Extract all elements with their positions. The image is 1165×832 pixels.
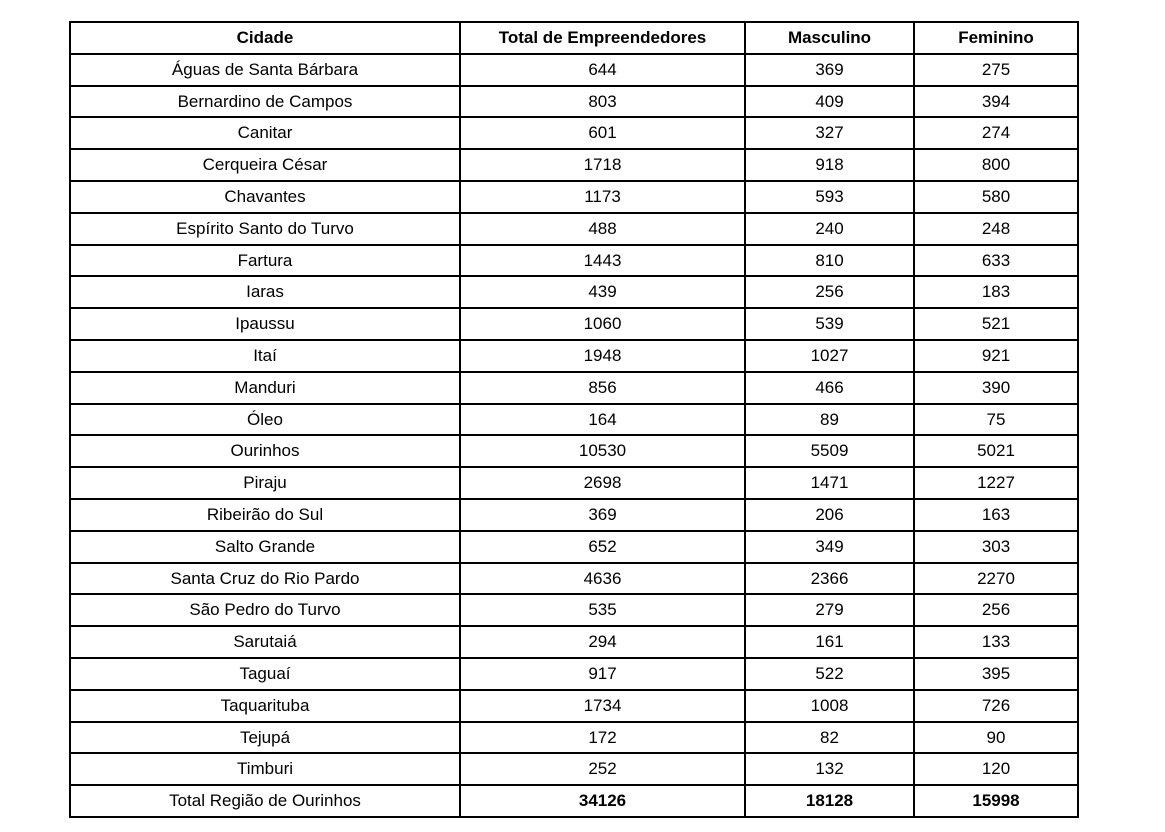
table-row xyxy=(70,276,1078,308)
table-row xyxy=(70,86,1078,118)
city-cell: Águas de Santa Bárbara xyxy=(70,54,460,86)
table-row xyxy=(70,531,1078,563)
table-row xyxy=(70,658,1078,690)
total-empreendedores-cell: 1060 xyxy=(460,308,745,340)
masculino-cell: 466 xyxy=(745,372,914,404)
feminino-cell: 5021 xyxy=(914,435,1078,467)
table-footer xyxy=(70,785,1078,817)
total-empreendedores-cell: 644 xyxy=(460,54,745,86)
masculino-cell: 256 xyxy=(745,276,914,308)
masculino-cell: 1471 xyxy=(745,467,914,499)
city-cell: Ribeirão do Sul xyxy=(70,499,460,531)
city-cell: Fartura xyxy=(70,245,460,277)
masculino-cell: 918 xyxy=(745,149,914,181)
feminino-cell: 521 xyxy=(914,308,1078,340)
masculino-cell: 132 xyxy=(745,753,914,785)
total-empreendedores-cell: 294 xyxy=(460,626,745,658)
total-empreendedores-cell: 164 xyxy=(460,404,745,436)
column-header-masculino: Masculino xyxy=(745,22,914,54)
city-cell: Tejupá xyxy=(70,722,460,754)
total-empreendedores-cell: 439 xyxy=(460,276,745,308)
total-empreendedores-cell: 652 xyxy=(460,531,745,563)
feminino-cell: 274 xyxy=(914,117,1078,149)
total-empreendedores-cell: 2698 xyxy=(460,467,745,499)
total-empreendedores-cell: 856 xyxy=(460,372,745,404)
masculino-cell: 349 xyxy=(745,531,914,563)
masculino-cell: 539 xyxy=(745,308,914,340)
city-cell: Salto Grande xyxy=(70,531,460,563)
table-row xyxy=(70,753,1078,785)
feminino-cell: 133 xyxy=(914,626,1078,658)
masculino-cell: 2366 xyxy=(745,563,914,595)
column-header-total-empreendedores: Total de Empreendedores xyxy=(460,22,745,54)
masculino-cell: 409 xyxy=(745,86,914,118)
total-empreendedores-cell: 1948 xyxy=(460,340,745,372)
feminino-cell: 1227 xyxy=(914,467,1078,499)
table-row xyxy=(70,149,1078,181)
table-row xyxy=(70,308,1078,340)
table-row xyxy=(70,594,1078,626)
table-row xyxy=(70,690,1078,722)
feminino-cell: 726 xyxy=(914,690,1078,722)
total-empreendedores-cell: 917 xyxy=(460,658,745,690)
city-cell: Ipaussu xyxy=(70,308,460,340)
masculino-cell: 522 xyxy=(745,658,914,690)
feminino-cell: 921 xyxy=(914,340,1078,372)
city-cell: Sarutaiá xyxy=(70,626,460,658)
total-empreendedores-cell: 803 xyxy=(460,86,745,118)
feminino-cell: 2270 xyxy=(914,563,1078,595)
table-row xyxy=(70,499,1078,531)
city-cell: Canitar xyxy=(70,117,460,149)
total-empreendedores-cell: 369 xyxy=(460,499,745,531)
masculino-cell: 1008 xyxy=(745,690,914,722)
city-cell: Bernardino de Campos xyxy=(70,86,460,118)
total-empreendedores-cell: 535 xyxy=(460,594,745,626)
masculino-cell: 206 xyxy=(745,499,914,531)
city-cell: Itaí xyxy=(70,340,460,372)
city-cell: Taquarituba xyxy=(70,690,460,722)
feminino-cell: 395 xyxy=(914,658,1078,690)
total-empreendedores-cell: 172 xyxy=(460,722,745,754)
table-row xyxy=(70,467,1078,499)
column-header-cidade: Cidade xyxy=(70,22,460,54)
table-row xyxy=(70,722,1078,754)
masculino-cell: 5509 xyxy=(745,435,914,467)
total-empreendedores-cell: 252 xyxy=(460,753,745,785)
city-cell: São Pedro do Turvo xyxy=(70,594,460,626)
header-row xyxy=(70,22,1078,54)
feminino-cell: 303 xyxy=(914,531,1078,563)
table-row xyxy=(70,563,1078,595)
city-cell: Piraju xyxy=(70,467,460,499)
city-cell: Chavantes xyxy=(70,181,460,213)
city-cell: Taguaí xyxy=(70,658,460,690)
city-cell: Santa Cruz do Rio Pardo xyxy=(70,563,460,595)
feminino-cell: 390 xyxy=(914,372,1078,404)
total-empreendedores-cell: 1173 xyxy=(460,181,745,213)
masculino-cell: 240 xyxy=(745,213,914,245)
city-cell: Óleo xyxy=(70,404,460,436)
empreendedores-por-cidade-table xyxy=(69,21,1079,818)
table-row xyxy=(70,372,1078,404)
total-feminino-cell: 15998 xyxy=(914,785,1078,817)
feminino-cell: 248 xyxy=(914,213,1078,245)
masculino-cell: 327 xyxy=(745,117,914,149)
total-empreendedores-cell: 1734 xyxy=(460,690,745,722)
city-cell: Ourinhos xyxy=(70,435,460,467)
feminino-cell: 394 xyxy=(914,86,1078,118)
feminino-cell: 580 xyxy=(914,181,1078,213)
total-empreendedores-cell: 1718 xyxy=(460,149,745,181)
table-row xyxy=(70,54,1078,86)
total-row xyxy=(70,785,1078,817)
feminino-cell: 275 xyxy=(914,54,1078,86)
total-empreendedores-cell: 488 xyxy=(460,213,745,245)
table-body xyxy=(70,54,1078,785)
table-row xyxy=(70,213,1078,245)
total-empreendedores-cell: 4636 xyxy=(460,563,745,595)
feminino-cell: 633 xyxy=(914,245,1078,277)
feminino-cell: 183 xyxy=(914,276,1078,308)
feminino-cell: 256 xyxy=(914,594,1078,626)
masculino-cell: 161 xyxy=(745,626,914,658)
total-empreendedores-cell: 601 xyxy=(460,117,745,149)
city-cell: Manduri xyxy=(70,372,460,404)
feminino-cell: 75 xyxy=(914,404,1078,436)
table-row xyxy=(70,181,1078,213)
feminino-cell: 90 xyxy=(914,722,1078,754)
masculino-cell: 369 xyxy=(745,54,914,86)
masculino-cell: 1027 xyxy=(745,340,914,372)
feminino-cell: 120 xyxy=(914,753,1078,785)
table-row xyxy=(70,245,1078,277)
table-row xyxy=(70,435,1078,467)
masculino-cell: 279 xyxy=(745,594,914,626)
table-row xyxy=(70,340,1078,372)
table-row xyxy=(70,626,1078,658)
feminino-cell: 800 xyxy=(914,149,1078,181)
city-cell: Espírito Santo do Turvo xyxy=(70,213,460,245)
column-header-feminino: Feminino xyxy=(914,22,1078,54)
city-cell: Iaras xyxy=(70,276,460,308)
table-header xyxy=(70,22,1078,54)
table-row xyxy=(70,117,1078,149)
total-empreendedores-cell: 1443 xyxy=(460,245,745,277)
masculino-cell: 89 xyxy=(745,404,914,436)
feminino-cell: 163 xyxy=(914,499,1078,531)
total-empreendedores-cell: 10530 xyxy=(460,435,745,467)
masculino-cell: 810 xyxy=(745,245,914,277)
total-total-empreendedores-cell: 34126 xyxy=(460,785,745,817)
total-label-cell: Total Região de Ourinhos xyxy=(70,785,460,817)
city-cell: Cerqueira César xyxy=(70,149,460,181)
city-cell: Timburi xyxy=(70,753,460,785)
table-row xyxy=(70,404,1078,436)
masculino-cell: 82 xyxy=(745,722,914,754)
total-masculino-cell: 18128 xyxy=(745,785,914,817)
masculino-cell: 593 xyxy=(745,181,914,213)
